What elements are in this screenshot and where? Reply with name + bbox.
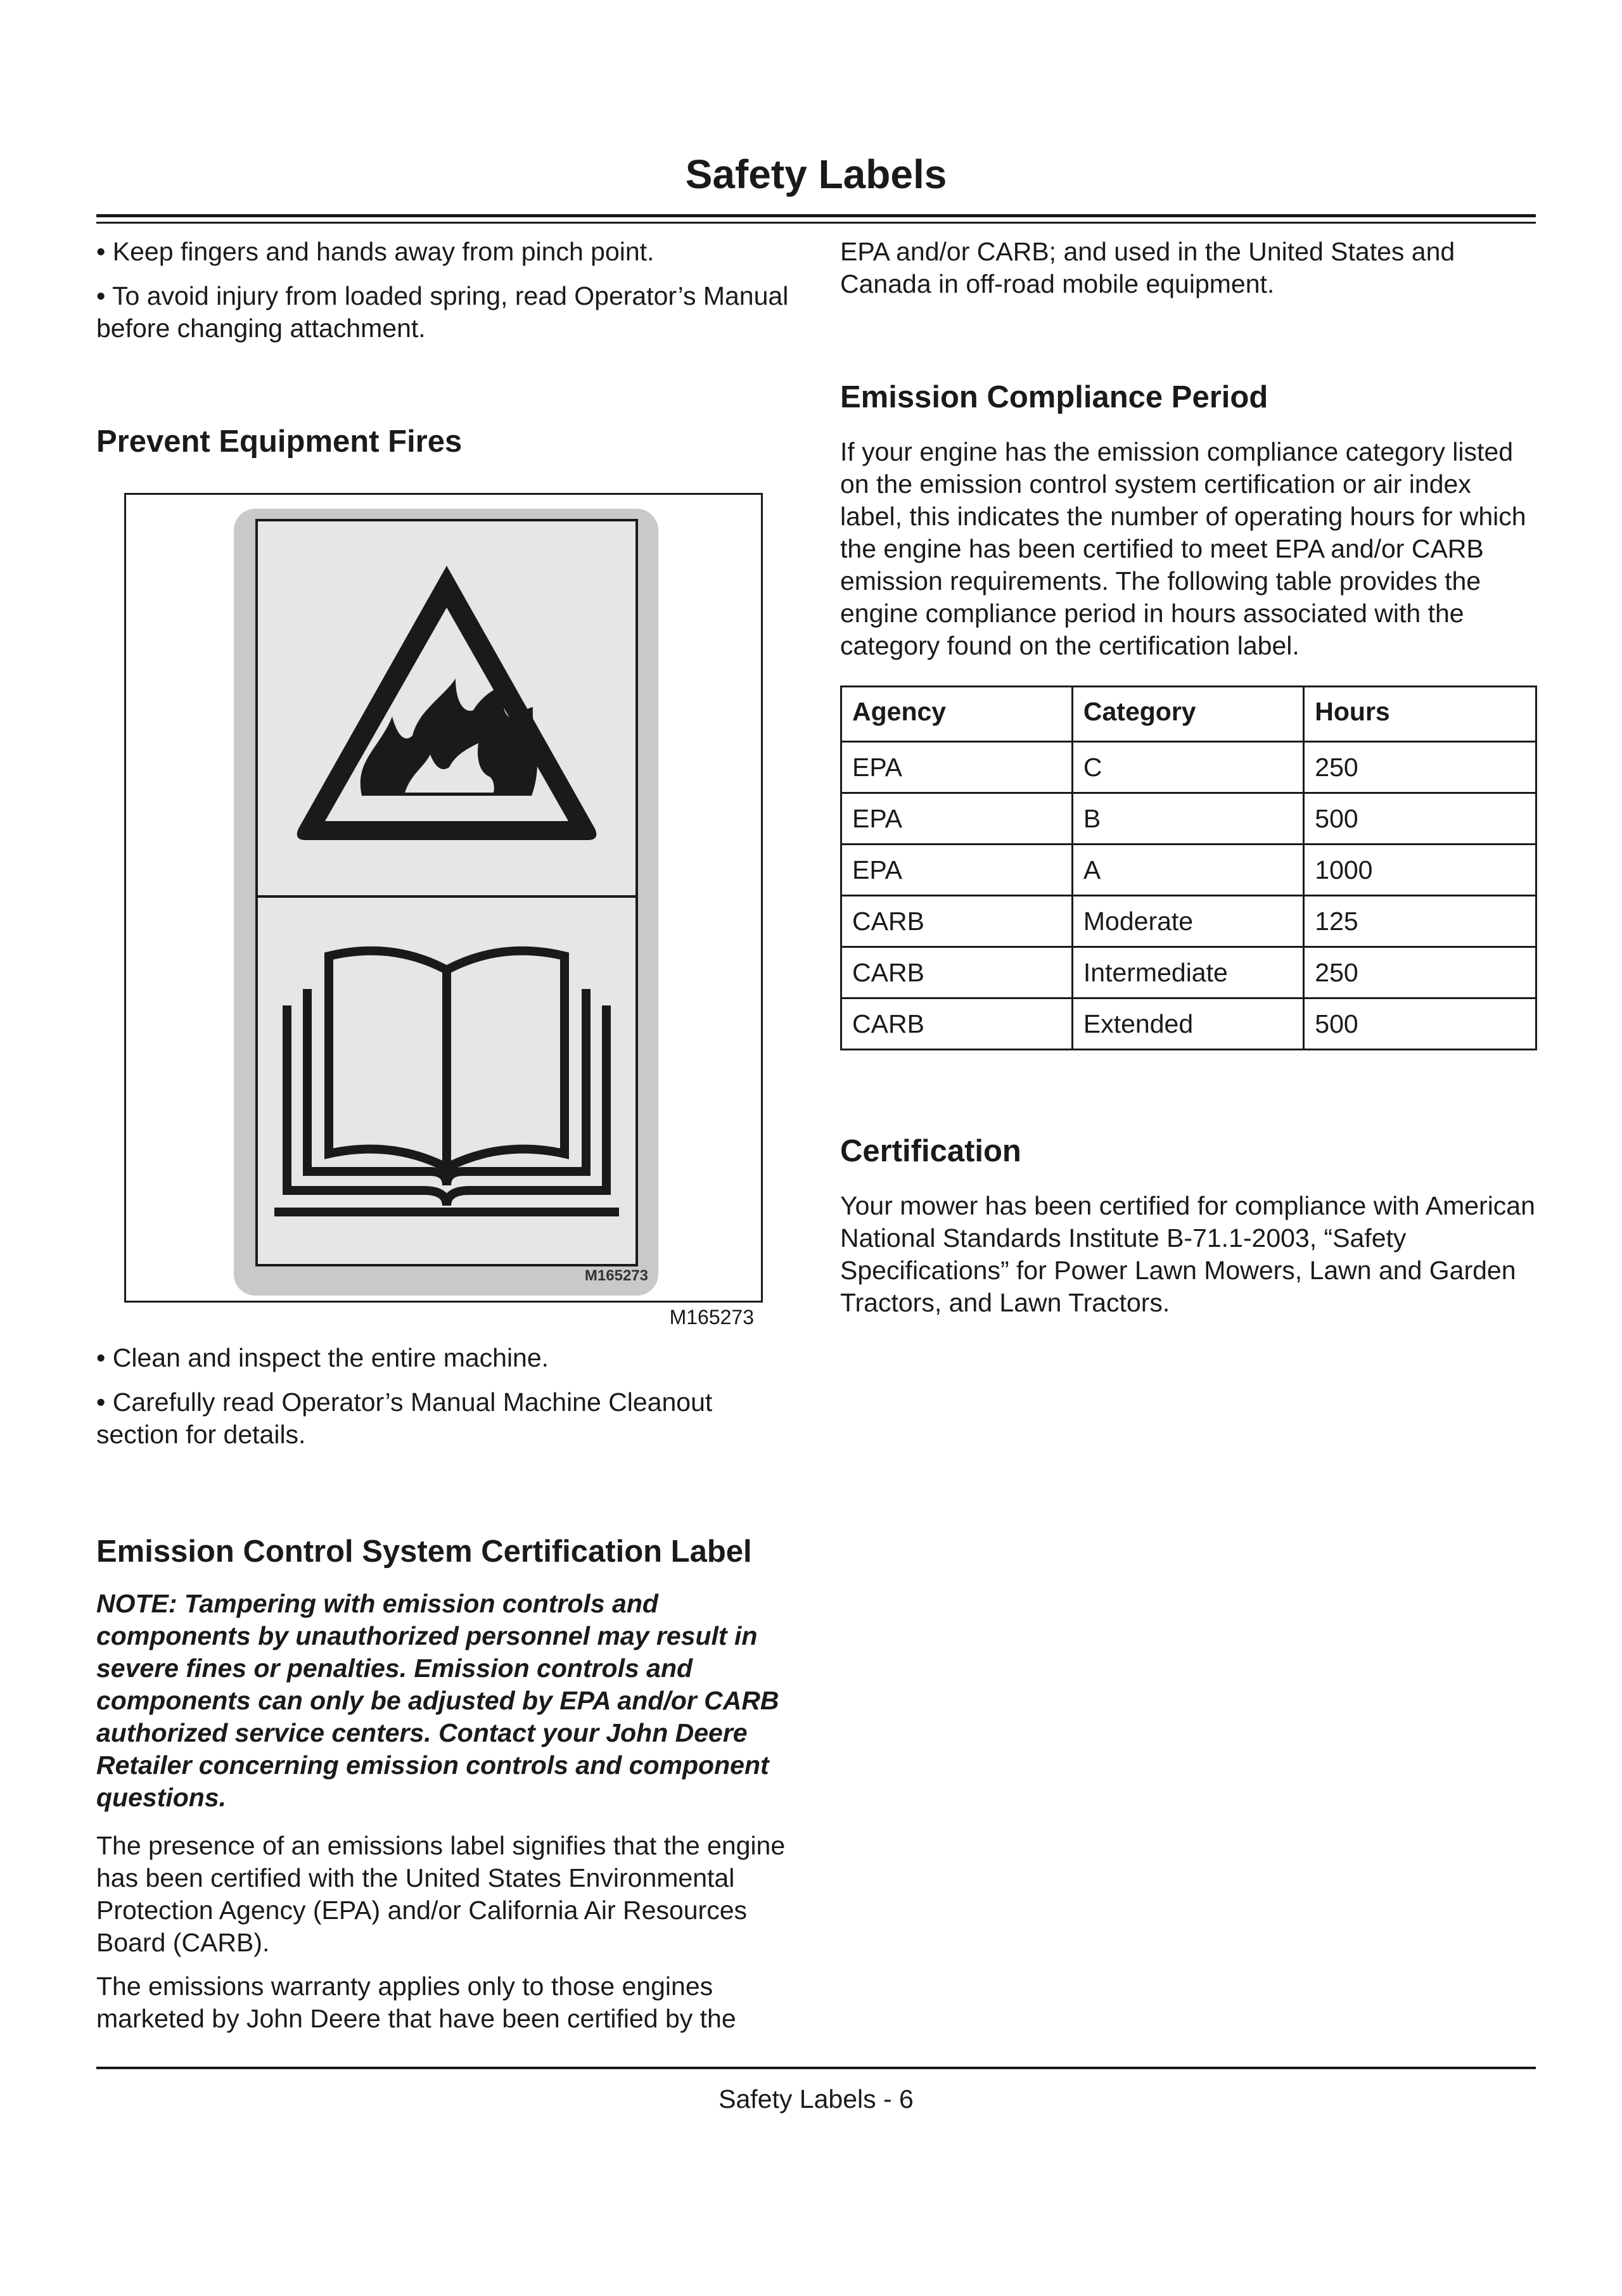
table-cell: CARB xyxy=(841,998,1073,1050)
table-cell: 500 xyxy=(1304,998,1536,1050)
table-row xyxy=(841,793,1536,845)
footer-rule xyxy=(96,2067,1536,2069)
table-header-cell: Category xyxy=(1072,687,1303,736)
emissions-label-paragraph: The presence of an emissions label signifies that the engine has been certified with the United States Environmental Protection Agency (EPA) and/or California Air Resources Board (CARB). xyxy=(96,1831,786,1957)
table-cell: B xyxy=(1072,793,1303,845)
table-row xyxy=(841,742,1536,793)
bullet-cleanout-section: • Carefully read Operator’s Manual Machine Cleanout section for details. xyxy=(96,1387,713,1449)
bullet-loaded-spring: • To avoid injury from loaded spring, read Operator’s Manual before changing attachment. xyxy=(96,281,789,343)
read-manual-icon xyxy=(274,951,619,1212)
header-rule xyxy=(96,214,1536,217)
table-cell: A xyxy=(1072,845,1303,896)
certification-paragraph: Your mower has been certified for compliance with American National Standards Institute B-71.1-2003, “Safety Specifications” for Power Lawn Mowers, Lawn and Garden Tractors, and Lawn Tractors. xyxy=(840,1191,1535,1317)
table-row xyxy=(841,998,1536,1050)
table-cell: Extended xyxy=(1072,998,1303,1050)
compliance-paragraph: If your engine has the emission compliance category listed on the emission control system certification or air index label, this indicates the number of operating hours for which the engine has been certified to meet EPA and/or CARB emission requirements. The following table provides the engine compliance period in hours associated with the category found on the certification label. xyxy=(840,437,1526,660)
table-cell: 125 xyxy=(1304,896,1536,947)
figure-code-on-label: M165273 xyxy=(584,1267,648,1284)
table-header-row xyxy=(841,687,1536,736)
table-cell: 250 xyxy=(1304,742,1536,793)
compliance-table xyxy=(840,686,1537,1050)
bullet-pinch-point: • Keep fingers and hands away from pinch point. xyxy=(96,237,655,266)
table-header-cell: Hours xyxy=(1304,687,1536,736)
page-title: Safety Labels xyxy=(685,151,947,197)
table-cell: CARB xyxy=(841,947,1073,998)
table-row xyxy=(841,947,1536,998)
table-row xyxy=(841,896,1536,947)
table-header-cell: Agency xyxy=(841,687,1073,736)
safety-label-figure xyxy=(124,493,763,1303)
table-cell: C xyxy=(1072,742,1303,793)
table-cell: CARB xyxy=(841,896,1073,947)
table-header-gap xyxy=(841,736,1536,742)
warranty-paragraph-continued: EPA and/or CARB; and used in the United States and Canada in off-road mobile equipment. xyxy=(840,237,1455,298)
heading-emission-label: Emission Control System Certification Label xyxy=(96,1534,752,1569)
table-cell: EPA xyxy=(841,742,1073,793)
heading-prevent-fires: Prevent Equipment Fires xyxy=(96,424,463,459)
heading-compliance-period: Emission Compliance Period xyxy=(840,380,1268,414)
table-row xyxy=(841,845,1536,896)
fire-warning-label-graphic xyxy=(126,495,761,1301)
heading-certification: Certification xyxy=(840,1134,1021,1168)
emissions-warranty-paragraph: The emissions warranty applies only to those engines marketed by John Deere that have been certified by the xyxy=(96,1972,736,2033)
header-rule-thin xyxy=(96,222,1536,224)
tampering-note: NOTE: Tampering with emission controls and components by unauthorized personnel may result in severe fines or penalties. Emission controls and components can only be adjusted by EPA and/or CARB authorized service centers. Contact your John Deere Retailer concerning emission controls and component questions. xyxy=(96,1589,779,1812)
bullet-clean-inspect: • Clean and inspect the entire machine. xyxy=(96,1343,549,1372)
table-cell: Moderate xyxy=(1072,896,1303,947)
page-footer: Safety Labels - 6 xyxy=(718,2084,914,2114)
table-cell: 1000 xyxy=(1304,845,1536,896)
table-cell: EPA xyxy=(841,793,1073,845)
table-cell: 500 xyxy=(1304,793,1536,845)
table-cell: EPA xyxy=(841,845,1073,896)
table-cell: Intermediate xyxy=(1072,947,1303,998)
table-cell: 250 xyxy=(1304,947,1536,998)
figure-caption: M165273 xyxy=(669,1306,754,1329)
